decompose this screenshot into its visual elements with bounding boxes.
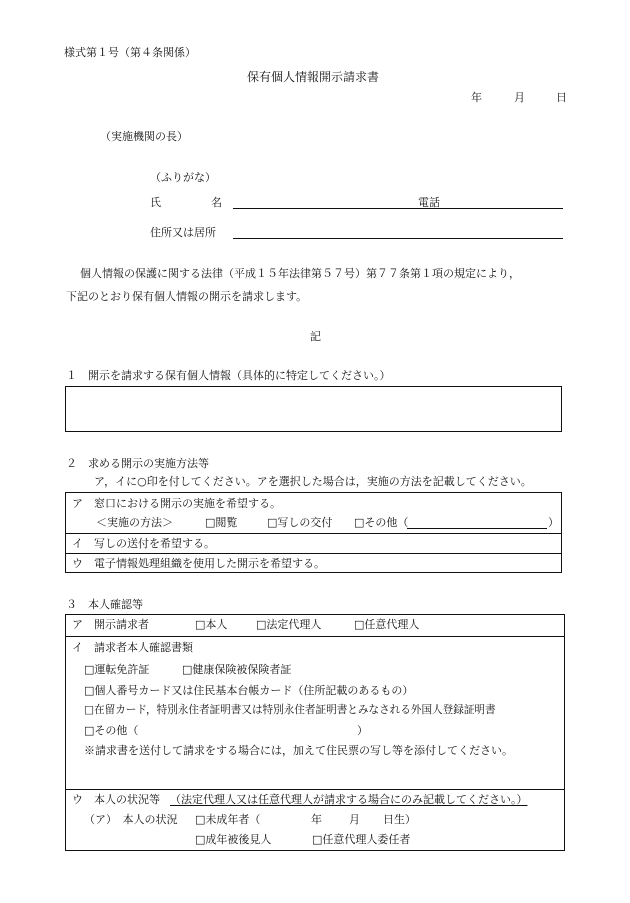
addressee: （実施機関の長） (100, 130, 188, 143)
doc-insurance-checkbox[interactable]: □健康保険被保険者証 (182, 663, 292, 676)
name-phone-field-line[interactable] (233, 208, 563, 209)
method-copy-checkbox[interactable]: □写しの交付 (267, 516, 333, 529)
method-label: ＜実施の方法＞ (96, 516, 173, 529)
address-label: 住所又は居所 (150, 226, 216, 239)
section3-note: ※請求書を送付して請求をする場合には，加えて住民票の写し等を添付してください。 (84, 744, 513, 757)
section1-input-box[interactable] (65, 386, 562, 432)
requester-self-checkbox[interactable]: □本人 (195, 618, 228, 631)
doc-other-close: ） (357, 724, 368, 737)
doc-mynumber-checkbox[interactable]: □個人番号カード又は住民基本台帳カード（住所記載のあるもの） (84, 684, 414, 697)
date-month-label: 月 (514, 91, 525, 104)
section2-a-text: ア 窓口における開示の実施を希望する。 (72, 497, 281, 510)
section3-u-note: （法定代理人又は任意代理人が請求する場合にのみ記載してください。） (170, 793, 528, 806)
section2-i-text: イ 写しの送付を希望する。 (72, 537, 215, 550)
phone-label: 電話 (418, 196, 440, 209)
form-number: 様式第１号（第４条関係） (64, 46, 196, 59)
name-label-2: 名 (211, 196, 222, 209)
section3-a-label: ア 開示請求者 (72, 618, 149, 631)
status-minor-checkbox[interactable]: □未成年者（ (195, 813, 261, 826)
section2-divider-1 (65, 533, 562, 534)
section2-instruction: ア，イに○印を付してください。アを選択した場合は，実施の方法を記載してください。 (94, 475, 532, 488)
status-proxy-checkbox[interactable]: □任意代理人委任者 (312, 833, 411, 846)
doc-other-checkbox[interactable]: □その他（ (84, 724, 139, 737)
intro-line-2: 下記のとおり保有個人情報の開示を請求します。 (66, 290, 308, 303)
intro-line-1: 個人情報の保護に関する法律（平成１５年法律第５７号）第７７条第１項の規定により， (80, 267, 520, 280)
section2-u-text: ウ 電子情報処理組織を使用した開示を希望する。 (72, 557, 325, 570)
section3-divider-2 (65, 789, 565, 790)
section2-divider-2 (65, 553, 562, 554)
ki-label: 記 (310, 330, 321, 343)
status-month-label: 月 (349, 813, 360, 826)
section1-heading: １ 開示を請求する保有個人情報（具体的に特定してください。） (66, 369, 391, 382)
method-view-checkbox[interactable]: □閲覧 (205, 516, 238, 529)
section3-i-label: イ 請求者本人確認書類 (72, 641, 193, 654)
furigana-label: （ふりがな） (150, 171, 216, 184)
date-year-label: 年 (471, 91, 482, 104)
section3-heading: ３ 本人確認等 (66, 598, 143, 611)
method-other-line[interactable] (407, 528, 547, 529)
name-label-1: 氏 (150, 196, 161, 209)
status-birth-label: 日生） (383, 813, 416, 826)
section3-divider-1 (65, 636, 565, 637)
method-other-checkbox[interactable]: □その他（ (354, 516, 409, 529)
address-field-line[interactable] (233, 238, 563, 239)
doc-license-checkbox[interactable]: □運転免許証 (84, 663, 150, 676)
requester-voluntary-rep-checkbox[interactable]: □任意代理人 (354, 618, 420, 631)
method-other-close: ） (548, 516, 559, 529)
section3-u-label: ウ 本人の状況等 (72, 793, 160, 806)
section2-heading: ２ 求める開示の実施方法等 (66, 457, 209, 470)
status-year-label: 年 (311, 813, 322, 826)
document-title: 保有個人情報開示請求書 (247, 70, 380, 84)
doc-residence-checkbox[interactable]: □在留カード，特別永住者証明書又は特別永住者証明書とみなされる外国人登録証明書 (84, 704, 496, 716)
date-day-label: 日 (556, 91, 567, 104)
status-label: （ア） 本人の状況 (84, 813, 178, 826)
requester-legal-rep-checkbox[interactable]: □法定代理人 (256, 618, 322, 631)
status-ward-checkbox[interactable]: □成年被後見人 (195, 833, 272, 846)
